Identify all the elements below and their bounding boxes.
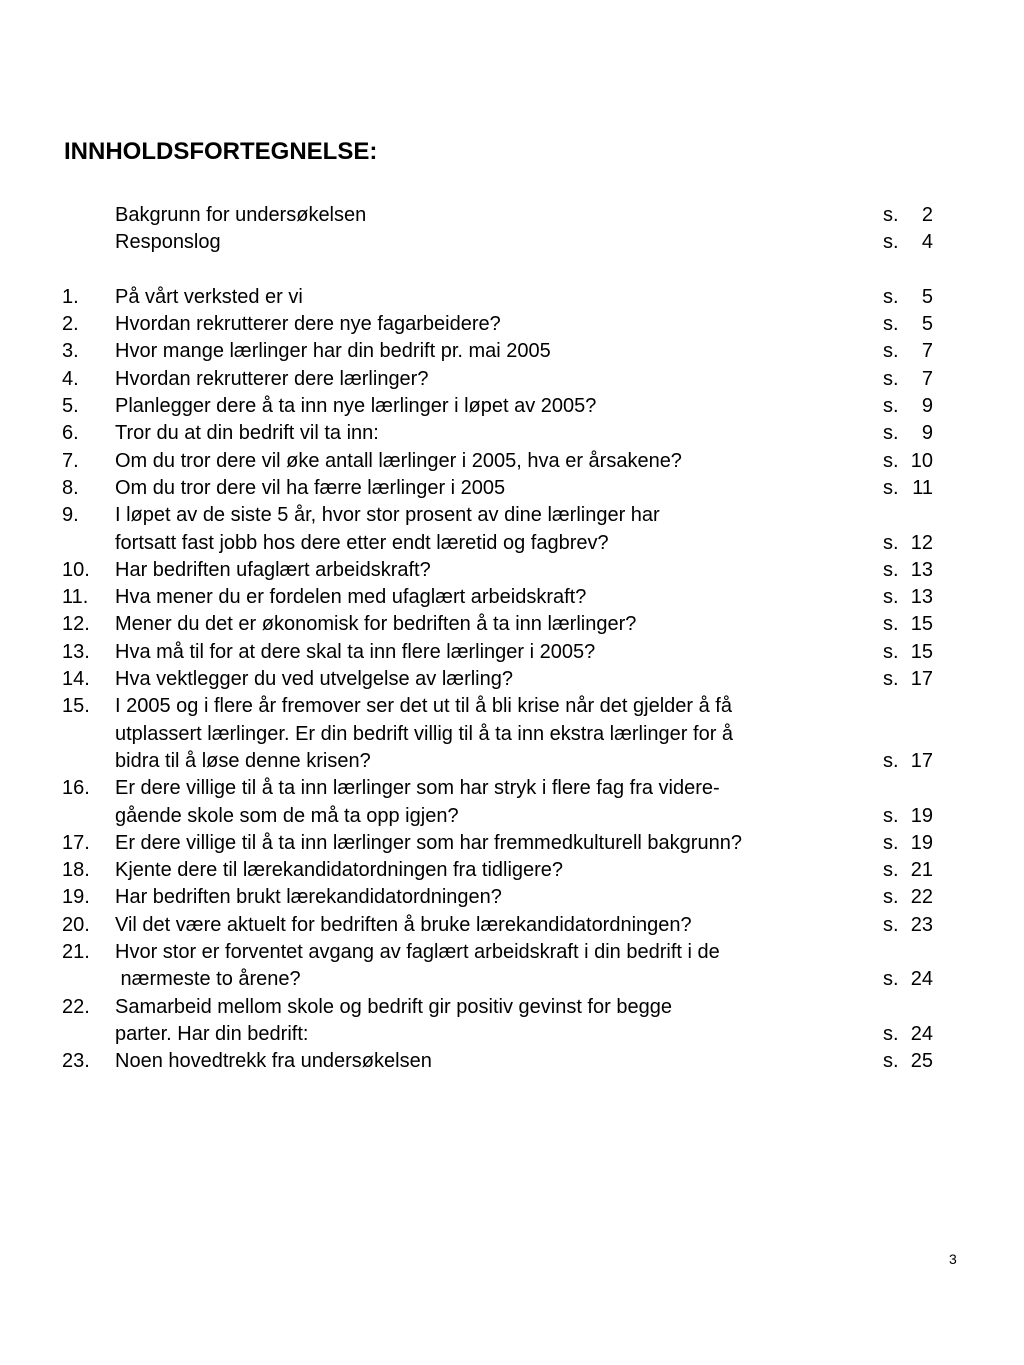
toc-entry [62, 611, 942, 638]
toc-entry-page [883, 803, 933, 830]
toc-page-prefix: s. [883, 668, 899, 691]
toc-entry [62, 639, 942, 666]
page-number: 3 [949, 1251, 957, 1267]
toc-page-number: 21 [910, 859, 933, 882]
toc-entry-page [883, 366, 933, 393]
toc-intro-entry [62, 229, 942, 256]
toc-entry [62, 475, 942, 502]
toc-entry-text: I løpet av de siste 5 år, hvor stor prosent av dine lærlinger har [115, 504, 660, 527]
toc-page-number: 17 [910, 749, 933, 772]
toc-entry-number: 11. [62, 586, 89, 609]
toc-entry-text: Planlegger dere å ta inn nye lærlinger i løpet av 2005? [115, 395, 597, 418]
toc-page-prefix: s. [883, 422, 899, 445]
toc-entry [62, 284, 942, 311]
toc-entry-page [883, 584, 933, 611]
toc-entry-continuation [62, 803, 942, 830]
toc-entry-number: 2. [62, 313, 79, 336]
toc-entry [62, 857, 942, 884]
toc-entry-text: Hva mener du er fordelen med ufaglært arbeidskraft? [115, 586, 587, 609]
toc-entry [62, 584, 942, 611]
toc-entry [62, 311, 942, 338]
toc-entry-page [883, 229, 933, 256]
toc-entry-page [883, 448, 933, 475]
toc-page-prefix: s. [883, 886, 899, 909]
toc-entry-text: I 2005 og i flere år fremover ser det ut til å bli krise når det gjelder å få [115, 695, 732, 718]
toc-entry [62, 884, 942, 911]
toc-entry-number: 4. [62, 367, 79, 390]
toc-entry-text: Vil det være aktuelt for bedriften å bruke lærekandidatordningen? [115, 913, 692, 936]
toc-entry-text: Har bedriften brukt lærekandidatordningen? [115, 886, 502, 909]
toc-entry-continuation [62, 530, 942, 557]
toc-page-number: 7 [921, 340, 933, 363]
toc-entry-number: 23. [62, 1050, 90, 1073]
toc-entry-page [883, 666, 933, 693]
toc-entry-page [883, 202, 933, 229]
toc-entry-text: Hvordan rekrutterer dere lærlinger? [115, 367, 429, 390]
toc-page-prefix: s. [883, 340, 899, 363]
toc-page-prefix: s. [883, 1022, 899, 1045]
toc-entry [62, 502, 942, 529]
toc-entry [62, 994, 942, 1021]
toc-page-number: 12 [910, 531, 933, 554]
toc-page-number: 13 [910, 586, 933, 609]
toc-page-number: 25 [910, 1050, 933, 1073]
toc-page-number: 19 [910, 804, 933, 827]
toc-entry [62, 693, 942, 720]
toc-entry-number: 9. [62, 504, 79, 527]
toc-page-number: 15 [910, 613, 933, 636]
toc-entry-text: bidra til å løse denne krisen? [115, 749, 371, 772]
toc-page-prefix: s. [883, 531, 899, 554]
toc-entry-number: 15. [62, 695, 90, 718]
toc-entry-number: 21. [62, 941, 90, 964]
toc-entry-text: På vårt verksted er vi [115, 285, 303, 308]
toc-page-number: 10 [910, 449, 933, 472]
toc-entry-number: 18. [62, 859, 90, 882]
toc-entry-text: Noen hovedtrekk fra undersøkelsen [115, 1050, 432, 1073]
toc-entry-text: Hva vektlegger du ved utvelgelse av lærling? [115, 668, 513, 691]
toc-page-number: 13 [910, 558, 933, 581]
toc-page-prefix: s. [883, 831, 899, 854]
toc-page-prefix: s. [883, 449, 899, 472]
toc-entry-page [883, 420, 933, 447]
toc-entry-number: 10. [62, 558, 90, 581]
toc-page-number: 17 [910, 668, 933, 691]
toc-entry-text: parter. Har din bedrift: [115, 1022, 309, 1045]
toc-entry-page [883, 1021, 933, 1048]
toc-entry [62, 666, 942, 693]
toc-page-number: 9 [921, 422, 933, 445]
toc-page-number: 4 [921, 231, 933, 254]
toc-page-prefix: s. [883, 968, 899, 991]
toc-page-number: 24 [910, 968, 933, 991]
toc-page-prefix: s. [883, 285, 899, 308]
toc-entry-page [883, 284, 933, 311]
toc-entry-text: Tror du at din bedrift vil ta inn: [115, 422, 379, 445]
toc-entry-page [883, 830, 933, 857]
toc-entry [62, 775, 942, 802]
toc-entry-page [883, 748, 933, 775]
toc-entry-number: 20. [62, 913, 90, 936]
toc-entry-page [883, 1048, 933, 1075]
toc-page-prefix: s. [883, 586, 899, 609]
toc-page-prefix: s. [883, 613, 899, 636]
toc-entry-continuation [62, 1021, 942, 1048]
toc-page-prefix: s. [883, 476, 899, 499]
toc-entry [62, 1048, 942, 1075]
toc-entry-text: Er dere villige til å ta inn lærlinger som har fremmedkulturell bakgrunn? [115, 831, 742, 854]
toc-entry-number: 13. [62, 640, 90, 663]
toc-page-prefix: s. [883, 913, 899, 936]
toc-entry-text: Kjente dere til lærekandidatordningen fra tidligere? [115, 859, 564, 882]
toc-entry-number: 5. [62, 395, 79, 418]
toc-page-prefix: s. [883, 367, 899, 390]
toc-entry-text: Har bedriften ufaglært arbeidskraft? [115, 558, 431, 581]
toc-entry-page [883, 475, 933, 502]
toc-entry-number: 22. [62, 995, 90, 1018]
toc-entry-text: Er dere villige til å ta inn lærlinger som har stryk i flere fag fra videre- [115, 777, 720, 800]
toc-page-prefix: s. [883, 640, 899, 663]
toc-page-number: 9 [921, 395, 933, 418]
toc-entry-text: gående skole som de må ta opp igjen? [115, 804, 459, 827]
toc-page-prefix: s. [883, 749, 899, 772]
toc-entry [62, 912, 942, 939]
toc-page-prefix: s. [883, 859, 899, 882]
toc-entry-text: Hva må til for at dere skal ta inn flere lærlinger i 2005? [115, 640, 596, 663]
toc-entry-text: nærmeste to årene? [115, 968, 301, 991]
toc-entry-number: 16. [62, 777, 90, 800]
toc-entry-page [883, 884, 933, 911]
toc-entry-page [883, 530, 933, 557]
toc-entry-continuation [62, 966, 942, 993]
toc-entry-continuation [62, 721, 942, 748]
toc-entry-text: Samarbeid mellom skole og bedrift gir positiv gevinst for begge [115, 995, 672, 1018]
toc-page-prefix: s. [883, 395, 899, 418]
toc-page-prefix: s. [883, 558, 899, 581]
toc-entry-text: Om du tror dere vil ha færre lærlinger i 2005 [115, 476, 506, 499]
toc-entry-continuation [62, 748, 942, 775]
toc-entry [62, 830, 942, 857]
toc-entry-number: 8. [62, 476, 79, 499]
toc-page-number: 2 [921, 204, 933, 226]
toc-page-prefix: s. [883, 313, 899, 336]
toc-entry-number: 12. [62, 613, 90, 636]
toc-page-number: 5 [921, 285, 933, 308]
toc-entry-page [883, 966, 933, 993]
toc-entry-text: Mener du det er økonomisk for bedriften å ta inn lærlinger? [115, 613, 637, 636]
toc-entry-text: Hvordan rekrutterer dere nye fagarbeidere? [115, 313, 501, 336]
toc-entry-text: Om du tror dere vil øke antall lærlinger i 2005, hva er årsakene? [115, 449, 682, 472]
toc-entry-page [883, 912, 933, 939]
toc-entry-number: 1. [62, 285, 79, 308]
toc-entry-text: Hvor mange lærlinger har din bedrift pr. mai 2005 [115, 340, 551, 363]
toc-entry [62, 393, 942, 420]
toc-page-number: 11 [912, 476, 933, 499]
toc-entry-number: 3. [62, 340, 79, 363]
toc-entry-number: 6. [62, 422, 79, 445]
toc-page-prefix: s. [883, 1050, 899, 1073]
toc-entry-page [883, 393, 933, 420]
toc-entry [62, 939, 942, 966]
table-of-contents [62, 202, 942, 1076]
toc-page-number: 15 [910, 640, 933, 663]
toc-entry-page [883, 857, 933, 884]
toc-entry-number: 17. [62, 831, 90, 854]
toc-page-prefix: s. [883, 804, 899, 827]
toc-page-number: 23 [910, 913, 933, 936]
toc-page-number: 5 [921, 313, 933, 336]
toc-entry-number: 14. [62, 668, 90, 691]
toc-entry [62, 366, 942, 393]
toc-entry-page [883, 338, 933, 365]
toc-entry-page [883, 611, 933, 638]
toc-entry-number: 19. [62, 886, 90, 909]
toc-entry-text: Hvor stor er forventet avgang av faglært arbeidskraft i din bedrift i de [115, 941, 720, 964]
toc-entry [62, 448, 942, 475]
toc-entry-page [883, 639, 933, 666]
toc-page-number: 19 [910, 831, 933, 854]
toc-entry [62, 338, 942, 365]
toc-intro-entry [62, 202, 942, 229]
toc-page-prefix: s. [883, 231, 899, 254]
toc-entry-page [883, 557, 933, 584]
toc-entry-text: Responslog [115, 231, 221, 254]
toc-entry [62, 420, 942, 447]
toc-entry-text: fortsatt fast jobb hos dere etter endt læretid og fagbrev? [115, 531, 609, 554]
toc-entry-text: utplassert lærlinger. Er din bedrift villig til å ta inn ekstra lærlinger for å [115, 722, 734, 745]
toc-page-number: 7 [921, 367, 933, 390]
toc-spacer [62, 257, 942, 284]
toc-entry-number: 7. [62, 449, 79, 472]
page-title: INNHOLDSFORTEGNELSE: [64, 138, 378, 165]
toc-page-number: 24 [910, 1022, 933, 1045]
toc-entry [62, 557, 942, 584]
toc-entry-page [883, 311, 933, 338]
toc-page-number: 22 [910, 886, 933, 909]
toc-page-prefix: s. [883, 204, 899, 226]
toc-entry-text: Bakgrunn for undersøkelsen [115, 204, 367, 226]
